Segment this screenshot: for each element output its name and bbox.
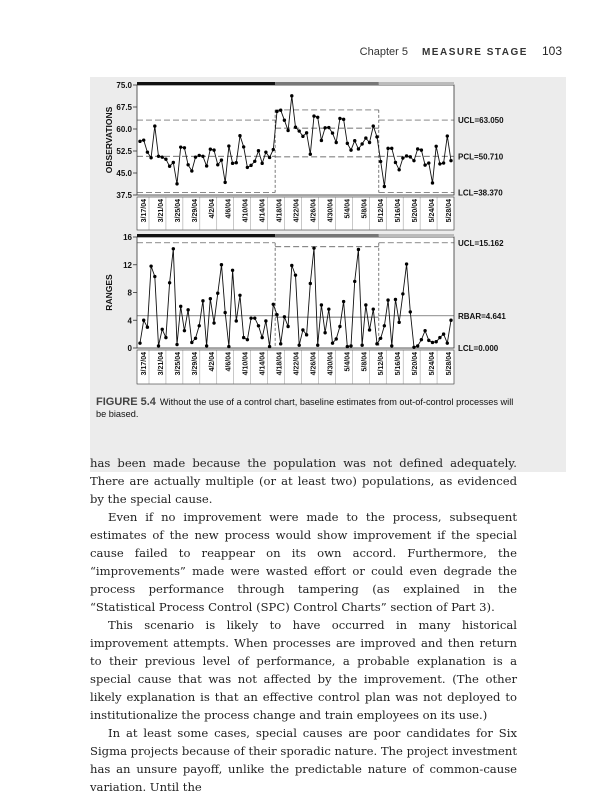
x-tick-label: 4/26/04 xyxy=(310,352,318,376)
data-point xyxy=(264,150,267,153)
data-point xyxy=(168,165,171,168)
data-point xyxy=(198,154,201,157)
x-tick-label: 5/24/04 xyxy=(429,199,437,223)
x-tick-label: 4/6/04 xyxy=(225,199,233,219)
data-point xyxy=(379,337,382,340)
data-point xyxy=(194,155,197,158)
x-tick-label: 5/28/04 xyxy=(446,199,453,223)
data-point xyxy=(409,155,412,158)
data-point xyxy=(227,345,230,348)
data-point xyxy=(268,156,271,159)
phase-bar xyxy=(379,82,454,85)
page-number: 103 xyxy=(541,44,562,58)
chapter-label: Chapter 5 xyxy=(359,46,408,58)
limit-label: RBAR=4.641 xyxy=(458,311,506,321)
data-point xyxy=(346,142,349,145)
data-point xyxy=(257,149,260,152)
data-point xyxy=(323,126,326,129)
data-point xyxy=(294,126,297,129)
y-tick-label: 45.0 xyxy=(116,169,132,178)
data-point xyxy=(183,146,186,149)
data-point xyxy=(298,129,301,132)
data-point xyxy=(349,148,352,151)
data-point xyxy=(412,159,415,162)
x-tick-label: 3/25/04 xyxy=(174,352,182,376)
data-point xyxy=(168,281,171,284)
x-tick-label: 3/17/04 xyxy=(141,352,148,376)
data-point xyxy=(397,321,400,324)
data-point xyxy=(431,181,434,184)
data-point xyxy=(390,344,393,347)
data-point xyxy=(186,163,189,166)
data-point xyxy=(294,273,297,276)
data-point xyxy=(283,119,286,122)
phase-bar xyxy=(137,82,275,85)
data-point xyxy=(216,163,219,166)
data-point xyxy=(249,316,252,319)
data-point xyxy=(320,139,323,142)
data-point xyxy=(275,313,278,316)
data-point xyxy=(434,145,437,148)
x-tick-label: 5/4/04 xyxy=(344,352,352,372)
data-point xyxy=(146,150,149,153)
data-point xyxy=(357,147,360,150)
data-point xyxy=(375,342,378,345)
x-tick-label: 3/21/04 xyxy=(157,199,165,223)
data-point xyxy=(383,185,386,188)
data-point xyxy=(449,319,452,322)
data-point xyxy=(368,328,371,331)
data-point xyxy=(368,141,371,144)
data-point xyxy=(190,169,193,172)
plot-area xyxy=(137,85,454,195)
data-point xyxy=(405,154,408,157)
y-tick-label: 0 xyxy=(127,344,132,353)
data-point xyxy=(212,321,215,324)
data-point xyxy=(179,145,182,148)
data-point xyxy=(405,262,408,265)
data-point xyxy=(246,338,249,341)
data-point xyxy=(172,247,175,250)
data-point xyxy=(257,324,260,327)
x-tick-label: 4/30/04 xyxy=(327,199,335,223)
x-tick-label: 4/10/04 xyxy=(242,352,250,376)
data-point xyxy=(301,135,304,138)
data-point xyxy=(272,148,275,151)
x-tick-label: 3/21/04 xyxy=(157,352,165,376)
data-point xyxy=(372,307,375,310)
data-point xyxy=(434,340,437,343)
figure-caption xyxy=(96,397,516,420)
data-point xyxy=(342,118,345,121)
data-point xyxy=(409,310,412,313)
limit-label: UCL=63.050 xyxy=(458,116,504,126)
data-point xyxy=(172,161,175,164)
x-tick-label: 5/24/04 xyxy=(429,352,437,376)
data-point xyxy=(183,329,186,332)
limit-label: LCL=0.000 xyxy=(458,344,499,353)
data-point xyxy=(427,339,430,342)
data-point xyxy=(438,162,441,165)
data-point xyxy=(312,114,315,117)
data-point xyxy=(201,155,204,158)
data-point xyxy=(264,319,267,322)
data-point xyxy=(394,298,397,301)
x-tick-label: 5/28/04 xyxy=(446,352,453,376)
data-point xyxy=(327,307,330,310)
paragraph: This scenario is likely to have occurred in many historical improvement attempts. When processes are improved and then return to their previous level of performance, a probable explanation is a special cause that was not affected by the improvement. (The other likely explanation is that an effective control plan was not deployed to institutionalize the process change and train employees on its use.) xyxy=(90,618,517,722)
data-point xyxy=(431,341,434,344)
data-point xyxy=(383,324,386,327)
data-point xyxy=(235,161,238,164)
data-point xyxy=(397,168,400,171)
data-point xyxy=(349,344,352,347)
data-point xyxy=(242,336,245,339)
data-point xyxy=(286,325,289,328)
data-point xyxy=(442,332,445,335)
section-label: MEASURE STAGE xyxy=(421,47,528,58)
y-axis-label: OBSERVATIONS xyxy=(104,106,114,174)
x-tick-label: 4/14/04 xyxy=(259,199,267,223)
data-point xyxy=(201,299,204,302)
phase-bar xyxy=(275,234,379,237)
data-point xyxy=(375,135,378,138)
data-point xyxy=(379,160,382,163)
data-point xyxy=(223,181,226,184)
y-tick-label: 60.0 xyxy=(116,125,132,134)
data-point xyxy=(209,148,212,151)
data-point xyxy=(423,163,426,166)
data-point xyxy=(268,345,271,348)
data-point xyxy=(427,161,430,164)
x-tick-label: 5/4/04 xyxy=(344,199,352,219)
x-tick-label: 4/26/04 xyxy=(310,199,318,223)
figure-label: FIGURE 5.4 xyxy=(96,396,156,408)
data-point xyxy=(386,298,389,301)
data-point xyxy=(323,331,326,334)
data-point xyxy=(401,156,404,159)
x-tick-label: 4/6/04 xyxy=(225,352,233,372)
data-point xyxy=(175,182,178,185)
data-point xyxy=(205,344,208,347)
data-point xyxy=(338,117,341,120)
data-point xyxy=(220,158,223,161)
data-point xyxy=(149,156,152,159)
x-tick-label: 4/2/04 xyxy=(208,199,216,219)
x-tick-label: 4/18/04 xyxy=(276,199,284,223)
data-point xyxy=(320,303,323,306)
data-point xyxy=(223,311,226,314)
data-point xyxy=(305,333,308,336)
data-point xyxy=(138,140,141,143)
data-point xyxy=(442,161,445,164)
data-point xyxy=(420,148,423,151)
data-point xyxy=(157,155,160,158)
x-tick-label: 5/16/04 xyxy=(395,352,403,376)
data-point xyxy=(260,162,263,165)
y-tick-label: 16 xyxy=(123,233,132,242)
data-point xyxy=(364,303,367,306)
data-point xyxy=(357,248,360,251)
data-point xyxy=(353,139,356,142)
data-point xyxy=(231,269,234,272)
data-point xyxy=(231,162,234,165)
data-point xyxy=(346,345,349,348)
data-point xyxy=(360,142,363,145)
y-axis-label: RANGES xyxy=(104,274,114,311)
data-point xyxy=(327,126,330,129)
data-point xyxy=(394,161,397,164)
x-tick-label: 5/16/04 xyxy=(395,199,403,223)
x-tick-label: 4/30/04 xyxy=(327,352,335,376)
data-point xyxy=(416,344,419,347)
y-tick-label: 52.5 xyxy=(116,147,132,156)
data-point xyxy=(316,116,319,119)
y-tick-label: 37.5 xyxy=(116,191,132,200)
phase-bar xyxy=(379,234,454,237)
data-point xyxy=(157,344,160,347)
data-point xyxy=(164,336,167,339)
data-point xyxy=(316,344,319,347)
data-point xyxy=(246,166,249,169)
data-point xyxy=(286,129,289,132)
data-point xyxy=(209,297,212,300)
data-point xyxy=(227,144,230,147)
data-point xyxy=(338,325,341,328)
x-tick-label: 4/22/04 xyxy=(293,352,301,376)
paragraph: has been made because the population was not defined adequately. There are actually multiple (or at least two) populations, as evidenced by the special cause. xyxy=(90,456,517,506)
data-point xyxy=(220,263,223,266)
data-point xyxy=(146,325,149,328)
data-point xyxy=(290,264,293,267)
data-point xyxy=(301,328,304,331)
body-text xyxy=(90,454,517,796)
running-header xyxy=(360,44,562,58)
paragraph: Even if no improvement were made to the process, subsequent estimates of the new process would show improvement if the special cause failed to reappear on its own accord. Furthermore, the “improvements” made were wasted effort or could even degrade the process performance through tampering (as explained in the “Statistical Process Control (SPC) Control Charts” section of Part 3). xyxy=(90,510,517,614)
data-point xyxy=(161,328,164,331)
x-tick-label: 5/12/04 xyxy=(378,199,386,223)
limit-label: PCL=50.710 xyxy=(458,152,504,162)
x-tick-label: 5/8/04 xyxy=(361,352,369,372)
data-point xyxy=(416,147,419,150)
figure-caption-text: Without the use of a control chart, baseline estimates from out-of-control processes will be biased. xyxy=(96,397,514,419)
data-point xyxy=(142,319,145,322)
data-point xyxy=(312,246,315,249)
data-point xyxy=(446,134,449,137)
data-point xyxy=(175,343,178,346)
x-tick-label: 4/14/04 xyxy=(259,352,267,376)
x-tick-label: 4/10/04 xyxy=(242,199,250,223)
x-tick-label: 5/8/04 xyxy=(361,199,369,219)
data-point xyxy=(342,300,345,303)
data-point xyxy=(198,324,201,327)
data-point xyxy=(390,147,393,150)
data-point xyxy=(153,124,156,127)
x-tick-label: 5/20/04 xyxy=(412,199,420,223)
data-point xyxy=(190,341,193,344)
y-tick-label: 8 xyxy=(127,288,132,298)
data-point xyxy=(309,282,312,285)
data-point xyxy=(138,341,141,344)
control-chart-svg xyxy=(90,77,566,387)
x-tick-label: 4/18/04 xyxy=(276,352,284,376)
y-tick-label: 12 xyxy=(123,260,132,270)
data-point xyxy=(238,134,241,137)
data-point xyxy=(238,294,241,297)
data-point xyxy=(446,341,449,344)
data-point xyxy=(423,329,426,332)
data-point xyxy=(298,344,301,347)
phase-bar xyxy=(275,82,379,85)
x-tick-label: 3/25/04 xyxy=(174,199,182,223)
x-tick-label: 3/29/04 xyxy=(191,352,199,376)
data-point xyxy=(249,164,252,167)
data-point xyxy=(290,94,293,97)
data-point xyxy=(353,280,356,283)
y-tick-label: 67.5 xyxy=(116,103,132,112)
x-tick-label: 5/20/04 xyxy=(412,352,420,376)
data-point xyxy=(420,338,423,341)
data-point xyxy=(164,158,167,161)
data-point xyxy=(179,305,182,308)
limit-label: LCL=38.370 xyxy=(458,188,503,198)
data-point xyxy=(331,341,334,344)
data-point xyxy=(260,336,263,339)
y-tick-label: 75.0 xyxy=(116,81,132,90)
data-point xyxy=(283,315,286,318)
x-tick-label: 3/17/04 xyxy=(141,199,148,223)
data-point xyxy=(331,131,334,134)
data-point xyxy=(149,264,152,267)
data-point xyxy=(449,159,452,162)
data-point xyxy=(438,336,441,339)
data-point xyxy=(305,131,308,134)
data-point xyxy=(279,342,282,345)
data-point xyxy=(186,308,189,311)
data-point xyxy=(142,138,145,141)
y-tick-label: 4 xyxy=(127,316,132,326)
data-point xyxy=(275,110,278,113)
data-point xyxy=(335,141,338,144)
data-point xyxy=(360,344,363,347)
data-point xyxy=(216,291,219,294)
data-point xyxy=(253,160,256,163)
x-tick-label: 4/22/04 xyxy=(293,199,301,223)
x-tick-label: 4/2/04 xyxy=(208,352,216,372)
data-point xyxy=(235,319,238,322)
x-tick-label: 5/12/04 xyxy=(378,352,386,376)
data-point xyxy=(364,136,367,139)
phase-bar xyxy=(137,234,275,237)
data-point xyxy=(253,316,256,319)
data-point xyxy=(386,147,389,150)
x-tick-label: 3/29/04 xyxy=(191,199,199,223)
data-point xyxy=(412,346,415,349)
data-point xyxy=(205,164,208,167)
data-point xyxy=(153,275,156,278)
paragraph: In at least some cases, special causes are poor candidates for Six Sigma projects because of their sporadic nature. The project investment has an unsure payoff, unlike the predictable nature of common-cause variation. Until the xyxy=(90,726,517,794)
data-point xyxy=(335,337,338,340)
data-point xyxy=(279,109,282,112)
data-point xyxy=(212,148,215,151)
data-point xyxy=(309,153,312,156)
data-point xyxy=(372,124,375,127)
data-point xyxy=(242,145,245,148)
limit-label: UCL=15.162 xyxy=(458,238,504,248)
data-point xyxy=(194,337,197,340)
data-point xyxy=(161,155,164,158)
data-point xyxy=(401,292,404,295)
data-point xyxy=(272,303,275,306)
